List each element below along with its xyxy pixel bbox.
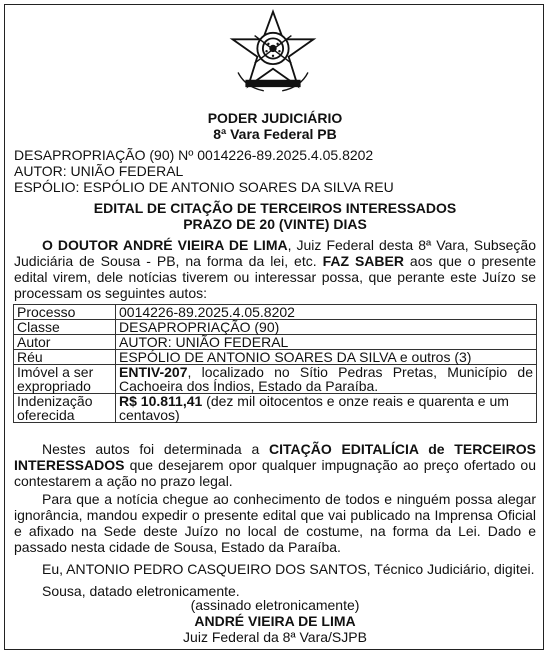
citation-bold: CITAÇÃO EDITALÍCIA de TERCEIROS INTERESSADOS — [14, 441, 536, 473]
table-row — [14, 305, 537, 320]
row-value: 0014226-89.2025.4.05.8202 — [116, 305, 537, 320]
row-value: AUTOR: UNIÃO FEDERAL — [116, 335, 537, 350]
signature-role: Juiz Federal da 8ª Vara/SJPB — [183, 629, 367, 645]
property-code: ENTIV-207 — [119, 364, 188, 380]
publication-text: Para que a notícia chegue ao conhecimento de todos e ninguém possa alegar ignorância, mandou expedir o presente edital que vai publicado na Imprensa Oficial e afixado na Sede deste Juízo no local de costume, na forma da Lei. Dado e passado nesta cidade de Sousa, Estado da Paraíba. — [14, 491, 536, 555]
compensation-amount: R$ 10.811,41 — [119, 393, 203, 409]
header-org: PODER JUDICIÁRIO — [207, 110, 343, 126]
case-line-estate: ESPÓLIO: ESPÓLIO DE ANTONIO SOARES DA SILVA REU — [14, 179, 394, 195]
table-row — [14, 335, 537, 350]
header-court: 8ª Vara Federal PB — [213, 126, 337, 142]
citation-text: Nestes autos foi determinada a — [42, 441, 269, 457]
intro-text-2: aos que o presente edital virem, dele notícias tiverem ou interessar possa, que perante este Juízo se processam os seguintes autos: — [14, 253, 536, 301]
date-text: Sousa, datado eletronicamente. — [42, 583, 240, 599]
faz-saber: FAZ SABER — [322, 253, 404, 269]
row-label: Autor — [14, 335, 116, 350]
compensation-text: (dez mil oitocentos e onze reais e quarenta e um centavos) — [119, 393, 509, 423]
signature-name: ANDRÉ VIEIRA DE LIMA — [194, 613, 356, 629]
row-value: ESPÓLIO DE ANTONIO SOARES DA SILVA e outros (3) — [116, 350, 537, 365]
signature-note: (assinado eletronicamente) — [190, 597, 360, 613]
table-row — [14, 365, 537, 394]
table-row — [14, 350, 537, 365]
table-row — [14, 320, 537, 335]
row-label: Réu — [14, 350, 116, 365]
publication-paragraph — [14, 491, 536, 555]
clerk-paragraph — [14, 561, 536, 577]
table-row — [14, 394, 537, 423]
row-label: Classe — [14, 320, 116, 335]
judge-name: O DOUTOR ANDRÉ VIEIRA DE LIMA — [42, 237, 288, 253]
row-label: Processo — [14, 305, 116, 320]
intro-text: , Juiz Federal desta 8ª Vara, Subseção Judiciária de Sousa - PB, na forma da lei, etc. — [14, 237, 537, 269]
row-value — [116, 365, 537, 394]
intro-paragraph — [14, 237, 536, 301]
clerk-text: Eu, ANTONIO PEDRO CASQUEIRO DOS SANTOS, Técnico Judiciário, digitei. — [42, 561, 535, 577]
citation-text-2: que desejarem opor qualquer impugnação ao preço ofertado ou contestarem a ação no prazo legal. — [14, 457, 536, 489]
row-label: Imóvel a ser expropriado — [14, 365, 116, 394]
row-label: Indenização oferecida — [14, 394, 116, 423]
row-value: DESAPROPRIAÇÃO (90) — [116, 320, 537, 335]
notice-title: EDITAL DE CITAÇÃO DE TERCEIROS INTERESSADOS — [93, 200, 457, 216]
citation-paragraph — [14, 441, 536, 489]
property-text: , localizado no Sítio Pedras Pretas, Município de Cachoeira dos Índios, Estado da Paraíba. — [119, 364, 533, 394]
case-line-author: AUTOR: UNIÃO FEDERAL — [14, 163, 184, 179]
brazil-coat-of-arms-icon — [227, 8, 319, 100]
notice-deadline: PRAZO DE 20 (VINTE) DIAS — [183, 216, 367, 232]
row-value — [116, 394, 537, 423]
case-line-process: DESAPROPRIAÇÃO (90) Nº 0014226-89.2025.4.05.8202 — [14, 147, 374, 163]
case-table — [13, 304, 537, 423]
